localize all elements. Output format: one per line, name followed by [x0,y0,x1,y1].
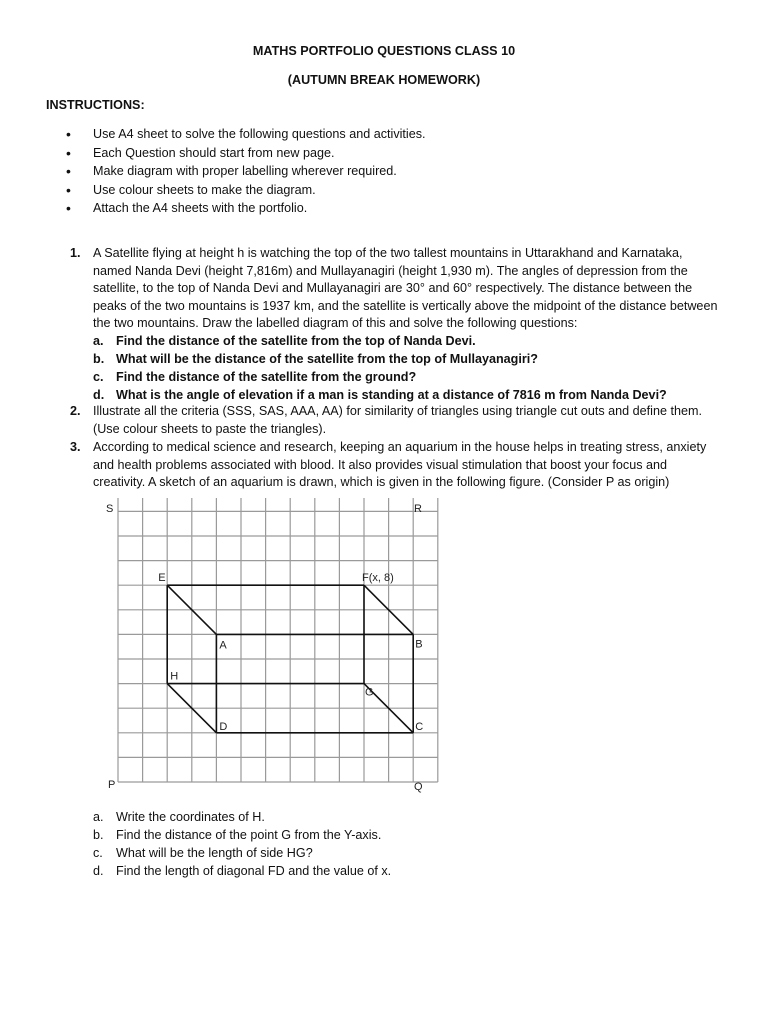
point-label-b: B [415,638,423,651]
part-letter: d. [93,388,105,402]
part-text: Find the distance of the satellite from the ground? [116,370,417,384]
point-label-a: A [219,639,227,652]
part-letter: a. [93,810,104,824]
part-letter: d. [93,864,104,878]
list-item [93,808,391,826]
part-text: What is the angle of elevation if a man is standing at a distance of 7816 m from Nanda Devi? [116,388,667,402]
part-text: What will be the distance of the satellite from the top of Mullayanagiri? [116,352,538,366]
question-2 [70,403,720,438]
point-label-e: E [158,572,166,585]
list-item [93,826,391,844]
corner-label-r: R [414,503,422,515]
list-item: • Each Question should start from new page. [66,144,426,163]
question-3 [70,439,720,492]
point-label-h: H [170,670,179,683]
point-label-g: G [365,686,374,699]
point-label-f: F(x, 8) [362,572,394,585]
question-number: 2. [70,404,81,418]
part-text: What will be the length of side HG? [116,846,313,860]
corner-label-q: Q [414,781,423,793]
instructions-heading: INSTRUCTIONS: [46,98,145,112]
list-item [93,368,667,386]
part-letter: a. [93,334,104,348]
question-1-parts [93,332,667,404]
list-item: • Use A4 sheet to solve the following questions and activities. [66,125,426,144]
part-text: Find the length of diagonal FD and the value of x. [116,864,392,878]
list-item [93,350,667,368]
question-3-parts [93,808,391,880]
part-letter: b. [93,828,104,842]
question-1 [70,245,720,333]
list-item: • Use colour sheets to make the diagram. [66,181,426,200]
part-text: Find the distance of the point G from the Y-axis. [116,828,382,842]
part-text: Write the coordinates of H. [116,810,265,824]
list-item [93,862,391,880]
corner-label-p: P [108,779,116,791]
list-item: • Make diagram with proper labelling wherever required. [66,162,426,181]
list-item [93,386,667,404]
point-label-c: C [415,720,424,733]
point-label-d: D [219,720,228,733]
corner-label-s: S [106,503,114,515]
page-subtitle: (AUTUMN BREAK HOMEWORK) [287,73,481,87]
question-number: 3. [70,440,81,454]
question-text: A Satellite flying at height h is watching the top of the two tallest mountains in Uttarakhand and Karnataka, named Nanda Devi (height 7,816m) and Mullayanagiri (height 1,930 m). The angles of depression from the satellite, to the top of Nanda Devi and Mullayanagiri are 30° and 60° respectively. The distance between the peaks of the two mountains is 1937 km, and the satellite is vertically above the midpoint of the distance between the two mountains. Draw the labelled diagram of this and solve the following questions: [93,246,718,331]
graph-grid [118,498,438,782]
part-letter: c. [93,846,103,860]
question-number: 1. [70,246,81,260]
list-item: • Attach the A4 sheets with the portfolio. [66,199,426,218]
part-letter: b. [93,352,105,366]
aquarium-figure [100,498,440,798]
list-item [93,332,667,350]
question-text: According to medical science and research, keeping an aquarium in the house helps in treating stress, anxiety and health problems associated with blood. It also provides visual stimulation that boost your focus and creativity. A sketch of an aquarium is drawn, which is given in the following figure. (Consider P as origin) [93,440,707,490]
part-letter: c. [93,370,104,384]
page-title: MATHS PORTFOLIO QUESTIONS CLASS 10 [252,44,516,58]
part-text: Find the distance of the satellite from the top of Nanda Devi. [116,334,476,348]
question-text: Illustrate all the criteria (SSS, SAS, AAA, AA) for similarity of triangles using triangle cut outs and define them. (Use colour sheets to paste the triangles). [93,404,702,436]
list-item [93,844,391,862]
instructions-list [66,125,426,218]
